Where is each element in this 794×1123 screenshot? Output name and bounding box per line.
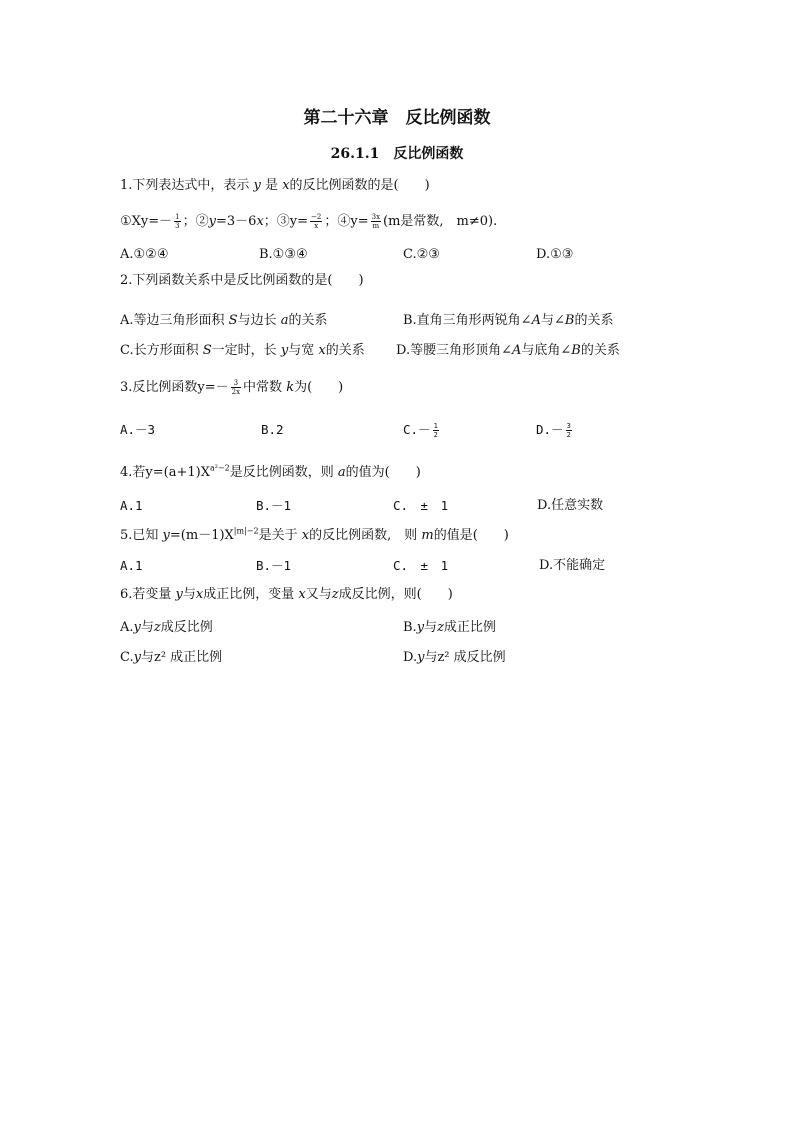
question-5-option-c[interactable]: C. ± 1	[393, 558, 449, 573]
question-3-option-b[interactable]: B.2	[261, 422, 284, 437]
question-6-option-d[interactable]: D.y与z² 成反比例	[403, 650, 506, 665]
exponent: a²−2	[209, 463, 230, 473]
question-1-expressions: ①Xy=－ $\frac{1}{3}$ ；②y=3－6x；③y= $\frac{-2}{x}$ ；④y= $\frac{3x}{m}$ (m是常数, m≠0).	[120, 213, 498, 230]
question-2-option-d[interactable]: D.等腰三角形顶角∠A与底角∠B的关系	[396, 343, 620, 358]
question-3-stem: 3.反比例函数y=－ $\frac{3}{2x}$ 中常数 k为( )	[120, 379, 344, 396]
question-6-option-b[interactable]: B.y与z成正比例	[403, 620, 496, 635]
question-4-option-d[interactable]: D.任意实数	[537, 498, 604, 513]
question-5-option-d[interactable]: D.不能确定	[539, 558, 606, 573]
question-6-option-c[interactable]: C.y与z² 成正比例	[120, 650, 223, 665]
question-1-stem: 1.下列表达式中，表示 y 是 x的反比例函数的是( )	[120, 178, 430, 193]
question-4-option-a[interactable]: A.1	[120, 498, 143, 513]
question-2-option-a[interactable]: A.等边三角形面积 S与边长 a的关系	[120, 313, 328, 328]
question-2-option-c[interactable]: C.长方形面积 S一定时，长 y与宽 x的关系	[120, 343, 365, 358]
question-4-stem: 4.若$y=(a+1)X^{a^2-2}$是反比例函数，则 a的值为( )	[120, 463, 421, 480]
question-4-option-b[interactable]: B.－1	[256, 498, 292, 513]
question-4-option-c[interactable]: C. ± 1	[393, 498, 449, 513]
question-1-option-b[interactable]: B.①③④	[259, 247, 308, 262]
fraction: $\frac{3}{2x}$	[231, 379, 241, 396]
question-6-option-a[interactable]: A.y与z成反比例	[120, 620, 213, 635]
question-5-option-b[interactable]: B.－1	[256, 558, 292, 573]
question-1-option-d[interactable]: D.①③	[536, 247, 574, 262]
page-title: 第二十六章 反比例函数	[303, 108, 491, 128]
question-3-option-c[interactable]: C.－ $\frac{1}{2}$	[403, 422, 438, 439]
fraction: $\frac{3x}{m}$	[371, 213, 381, 230]
question-3-option-d[interactable]: D.－ $\frac{3}{2}$	[536, 422, 571, 439]
question-5-stem: 5.已知 $y=(m-1)X^{|m|-2}$是关于 x的反比例函数, 则 m的值是( )	[120, 526, 509, 543]
question-6-stem: 6.若变量 y与x成正比例，变量 x又与z成反比例，则( )	[120, 587, 453, 602]
question-5-option-a[interactable]: A.1	[120, 558, 143, 573]
fraction: $\frac{1}{3}$	[175, 213, 180, 230]
question-1-option-a[interactable]: A.①②④	[120, 247, 169, 262]
section-subtitle: 26.1.1 反比例函数	[330, 146, 464, 162]
fraction: $\frac{-2}{x}$	[311, 213, 322, 230]
question-3-option-a[interactable]: A.－3	[120, 422, 156, 437]
question-1-option-c[interactable]: C.②③	[403, 247, 440, 262]
question-2-stem: 2.下列函数关系中是反比例函数的是( )	[120, 273, 364, 288]
question-2-option-b[interactable]: B.直角三角形两锐角∠A与∠B的关系	[403, 313, 614, 328]
exponent: |m|−2	[233, 526, 259, 536]
fraction: $\frac{1}{2}$	[433, 422, 438, 439]
fraction: $\frac{3}{2}$	[566, 422, 571, 439]
